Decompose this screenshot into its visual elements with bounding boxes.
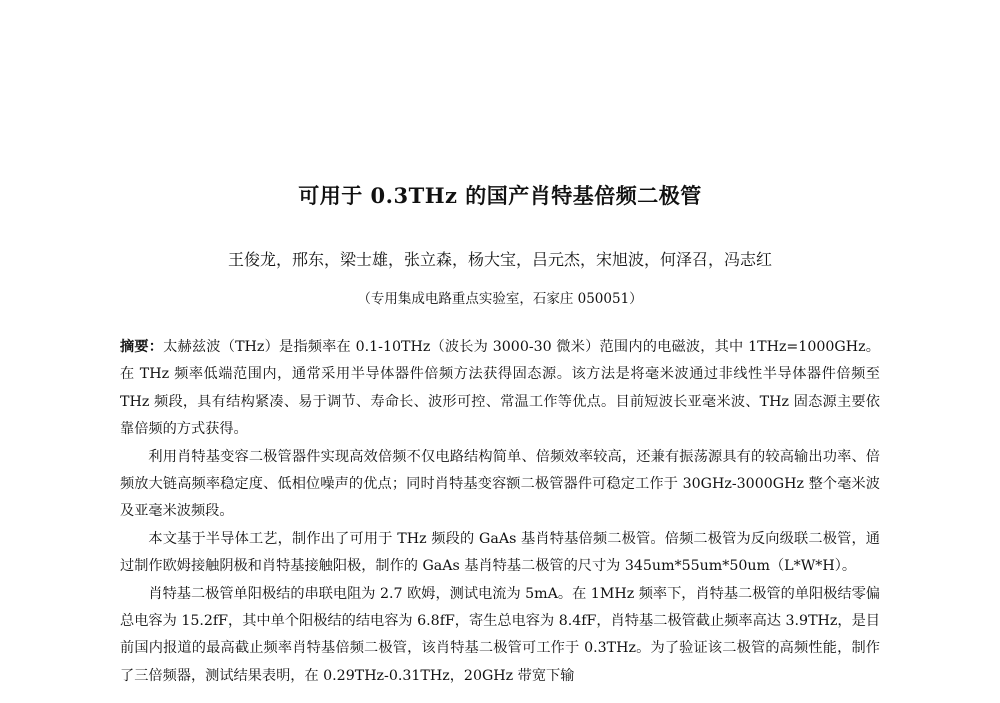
abstract-text: 太赫兹波（THz）是指频率在 0.1-10THz（波长为 3000-30 微米）范围内的电磁波，其中 1THz=1000GHz。在 THz 频率低端范围内，通常采用半导体器件倍频方法获得固态源。该方法是将毫米波通过非线性半导体器件倍频至 THz 频段，具有结构紧凑、易于调节、寿命长、波形可控、常温工作等优点。目前短波长亚毫米波、THz 固态源主要依靠倍频的方式获得。 (120, 339, 880, 438)
paper-body (120, 334, 880, 690)
abstract-label: 摘要： (120, 339, 164, 355)
affiliation: （专用集成电路重点实验室，石家庄 050051） (357, 291, 643, 307)
body-paragraph: 利用肖特基变容二极管器件实现高效倍频不仅电路结构简单、倍频效率较高，还兼有振荡源具有的较高输出功率、倍频放大链高频率稳定度、低相位噪声的优点；同时肖特基变容额二极管器件可稳定工作于 30GHz-3000GHz 整个毫米波及亚毫米波频段。 (120, 448, 880, 520)
body-paragraph: 本文基于半导体工艺，制作出了可用于 THz 频段的 GaAs 基肖特基倍频二极管。倍频二极管为反向级联二极管，通过制作欧姆接触阴极和肖特基接触阳极，制作的 GaAs 基肖特基二极管的尺寸为 345um*55um*50um（L*W*H）。 (120, 530, 880, 575)
body-paragraph: 肖特基二极管单阳极结的串联电阻为 2.7 欧姆，测试电流为 5mA。在 1MHz 频率下，肖特基二极管的单阳极结零偏总电容为 15.2fF，其中单个阳极结的结电容为 6.8fF，寄生总电容为 8.4fF，肖特基二极管截止频率高达 3.9THz，是目前国内报道的最高截止频率肖特基倍频二极管，该肖特基二极管可工作于 0.3THz。为了验证该二极管的高频性能，制作了三倍频器，测试结果表明，在 0.29THz-0.31THz，20GHz 带宽下输 (120, 585, 880, 684)
author-list: 王俊龙，邢东，梁士雄，张立森，杨大宝，吕元杰，宋旭波，何泽召，冯志红 (227, 250, 772, 269)
paper-title: 可用于 0.3THz 的国产肖特基倍频二极管 (298, 183, 702, 208)
abstract-paragraph (120, 334, 880, 444)
